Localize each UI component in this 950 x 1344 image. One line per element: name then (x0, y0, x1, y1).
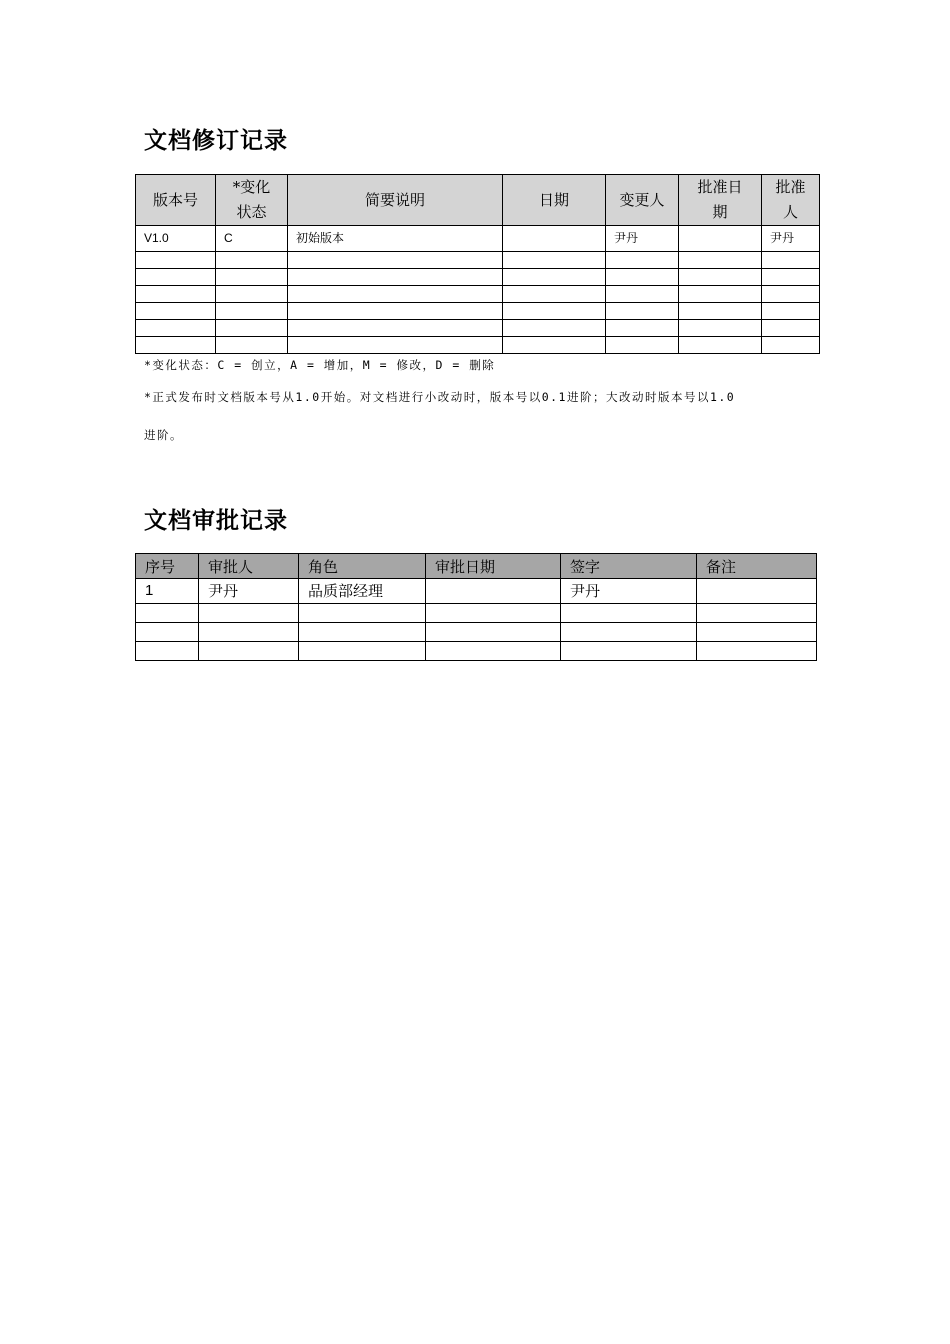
approval-row (136, 604, 817, 623)
header-line: 状态 (236, 203, 267, 221)
revision-row (136, 303, 820, 320)
revision-cell (679, 303, 762, 320)
revision-cell (216, 269, 288, 286)
approval-cell (561, 642, 697, 661)
revision-cell (288, 286, 503, 303)
revision-cell (216, 337, 288, 354)
approval-cell (426, 642, 561, 661)
revision-header-cell (136, 175, 216, 226)
revision-cell (679, 320, 762, 337)
revision-row (136, 269, 820, 286)
revision-cell (288, 303, 503, 320)
revision-cell (503, 303, 606, 320)
revision-cell (503, 252, 606, 269)
revision-cell (216, 252, 288, 269)
approval-header-row (136, 554, 817, 579)
approval-row (136, 579, 817, 604)
revision-cell (288, 337, 503, 354)
approval-table (135, 553, 817, 661)
revision-cell (503, 226, 606, 252)
revision-row (136, 252, 820, 269)
approval-header-cell: 备注 (697, 554, 817, 579)
revision-cell (606, 286, 679, 303)
revision-row (136, 320, 820, 337)
approval-cell (199, 604, 299, 623)
revision-cell (136, 269, 216, 286)
approval-cell (136, 604, 199, 623)
approval-cell (697, 579, 817, 604)
revision-cell: 尹丹 (762, 226, 820, 252)
revision-table (135, 174, 820, 354)
approval-cell (697, 642, 817, 661)
approval-cell (199, 642, 299, 661)
approval-cell (697, 623, 817, 642)
header-line: 日期 (538, 190, 569, 209)
version-rule-note: *正式发布时文档版本号从1.0开始。对文档进行小改动时，版本号以0.1进阶；大改动时版本号以1.0 (144, 390, 736, 404)
change-status-note: *变化状态：C = 创立，A = 增加，M = 修改，D = 删除 (144, 358, 496, 372)
revision-cell (606, 303, 679, 320)
revision-cell (503, 320, 606, 337)
revision-cell (679, 269, 762, 286)
approval-cell (561, 604, 697, 623)
header-line: 简要说明 (364, 190, 425, 209)
revision-cell (136, 286, 216, 303)
revision-header-cell (762, 175, 820, 226)
approval-cell: 品质部经理 (299, 579, 426, 604)
revision-header-cell (503, 175, 606, 226)
revision-cell (136, 303, 216, 320)
approval-cell (426, 623, 561, 642)
approval-cell (136, 642, 199, 661)
revision-cell (606, 337, 679, 354)
version-rule-note-cont: 进阶。 (144, 428, 183, 442)
approval-cell: 1 (136, 579, 199, 604)
revision-cell (136, 252, 216, 269)
header-line: 人 (782, 203, 798, 221)
revision-cell (606, 269, 679, 286)
revision-cell: 尹丹 (606, 226, 679, 252)
revision-cell (136, 337, 216, 354)
revision-header-cell (216, 175, 288, 226)
revision-row (136, 226, 820, 252)
header-line: 期 (712, 203, 728, 221)
header-line: 批准日 (697, 178, 743, 196)
revision-header-cell (606, 175, 679, 226)
revision-cell (288, 320, 503, 337)
approval-cell (299, 604, 426, 623)
revision-cell: 初始版本 (288, 226, 503, 252)
approval-cell: 尹丹 (561, 579, 697, 604)
revision-header-cell (288, 175, 503, 226)
approval-cell (697, 604, 817, 623)
approval-cell (561, 623, 697, 642)
revision-cell (216, 303, 288, 320)
revision-cell (762, 320, 820, 337)
header-line: 变更人 (619, 190, 665, 209)
approval-cell (426, 579, 561, 604)
approval-cell (299, 623, 426, 642)
approval-header-cell: 序号 (136, 554, 199, 579)
revision-cell (762, 252, 820, 269)
revision-cell (762, 286, 820, 303)
revision-cell (503, 286, 606, 303)
approval-header-cell: 审批日期 (426, 554, 561, 579)
revision-cell (762, 337, 820, 354)
revision-cell (503, 337, 606, 354)
revision-header-cell (679, 175, 762, 226)
approval-header-cell: 审批人 (199, 554, 299, 579)
header-line: 版本号 (152, 190, 198, 209)
revision-cell (679, 337, 762, 354)
approval-row (136, 642, 817, 661)
revision-title: 文档修订记录 (144, 128, 288, 154)
revision-cell (288, 269, 503, 286)
header-line: 批准 (775, 178, 806, 196)
approval-row (136, 623, 817, 642)
revision-cell: C (216, 226, 288, 252)
approval-title: 文档审批记录 (144, 508, 288, 534)
revision-header-row (136, 175, 820, 226)
revision-cell (679, 226, 762, 252)
revision-cell (503, 269, 606, 286)
approval-cell (426, 604, 561, 623)
approval-cell (136, 623, 199, 642)
revision-cell (606, 320, 679, 337)
revision-cell: V1.0 (136, 226, 216, 252)
approval-cell (199, 623, 299, 642)
approval-header-cell: 签字 (561, 554, 697, 579)
revision-cell (216, 286, 288, 303)
revision-cell (762, 303, 820, 320)
revision-cell (762, 269, 820, 286)
revision-cell (606, 252, 679, 269)
revision-row (136, 337, 820, 354)
revision-cell (679, 286, 762, 303)
revision-cell (288, 252, 503, 269)
revision-row (136, 286, 820, 303)
approval-cell: 尹丹 (199, 579, 299, 604)
revision-cell (136, 320, 216, 337)
revision-cell (216, 320, 288, 337)
approval-header-cell: 角色 (299, 554, 426, 579)
header-line: *变化 (232, 178, 271, 196)
approval-cell (299, 642, 426, 661)
revision-cell (679, 252, 762, 269)
